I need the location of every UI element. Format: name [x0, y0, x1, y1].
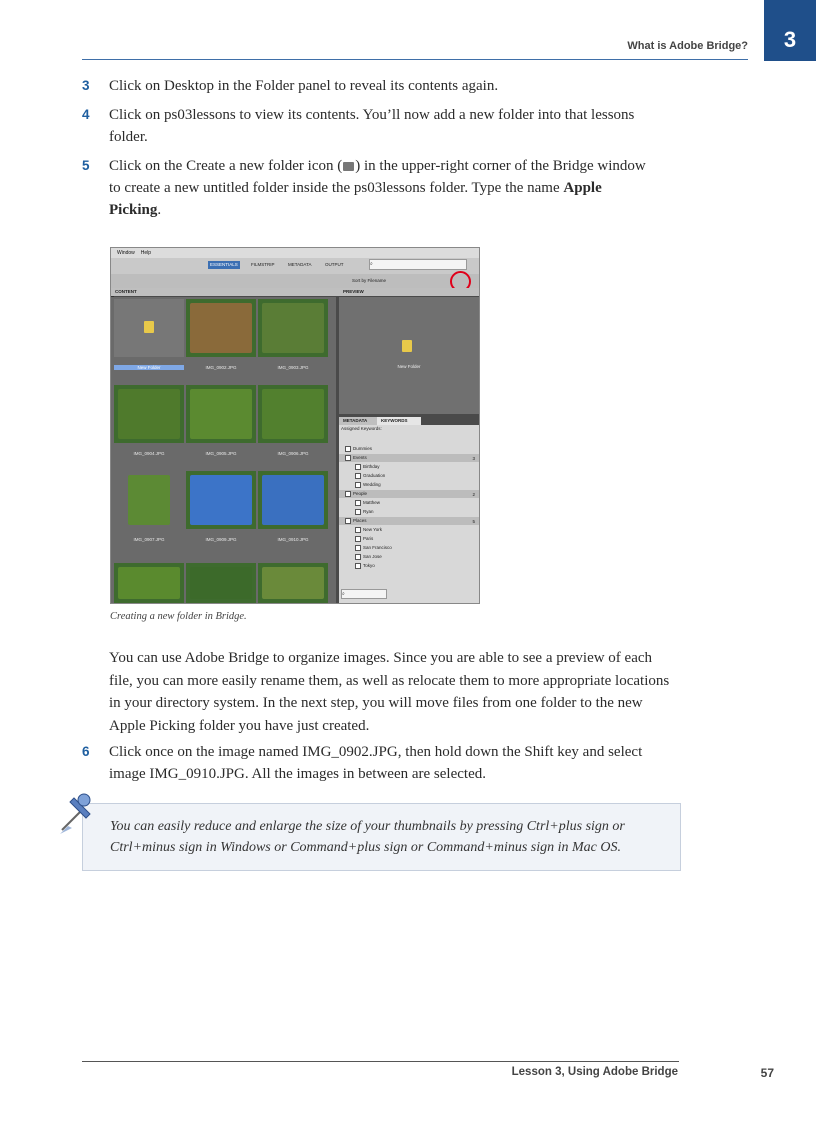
photo: [118, 389, 180, 439]
sort-toolbar: [111, 274, 479, 288]
checkbox[interactable]: [345, 518, 351, 524]
keyword-label: Graduation: [363, 473, 386, 478]
thumbnail-label: IMG_0903.JPG: [277, 365, 309, 370]
keyword-group[interactable]: [345, 454, 367, 462]
photo: [262, 303, 324, 353]
step-text: Click once on the image named IMG_0902.JPG, then hold down the Shift key and select image IMG_0910.JPG. All the images in between are selected.: [109, 744, 643, 782]
thumbnail[interactable]: [258, 299, 328, 357]
thumbnail[interactable]: [186, 385, 256, 443]
thumbnail-label: IMG_0909.JPG: [205, 537, 237, 542]
thumbnail[interactable]: [114, 385, 184, 443]
photo: [262, 567, 324, 599]
chapter-tab: 3: [764, 0, 816, 61]
keyword-item[interactable]: [355, 562, 375, 570]
keyword-item[interactable]: [355, 553, 382, 561]
menu-bar: [111, 248, 479, 258]
keyword-label: Birthday: [363, 464, 380, 469]
keyword-search-input[interactable]: ⌕: [341, 589, 387, 599]
keyword-label: Places: [353, 518, 367, 523]
thumbnail[interactable]: [114, 299, 184, 357]
keyword-label: Ryan: [363, 509, 374, 514]
header-rule: [82, 59, 748, 60]
keyword-count: 2: [472, 492, 475, 497]
photo: [262, 389, 324, 439]
footer-rule: [82, 1061, 679, 1062]
thumbnail-label: IMG_0905.JPG: [205, 451, 237, 456]
photo: [190, 567, 252, 599]
workspace-essentials[interactable]: ESSENTIALS: [210, 262, 238, 267]
keyword-item[interactable]: [355, 544, 392, 552]
keyword-item[interactable]: [355, 508, 374, 516]
step-number: 4: [82, 107, 90, 122]
page-number: 57: [760, 1066, 774, 1080]
preview-panel-header: PREVIEW: [339, 288, 480, 296]
keyword-label: San Francisco: [363, 545, 392, 550]
preview-folder-label: New Folder: [397, 364, 421, 369]
keyword-label: Matthew: [363, 500, 381, 505]
photo: [128, 475, 170, 525]
checkbox[interactable]: [355, 509, 361, 515]
step-text-part: ) in the upper-right corner of the Bridge window to create a new untitled folder inside the ps03lessons folder. Type the name: [109, 158, 646, 196]
keyword-count: 5: [472, 519, 475, 524]
preview-panel: [339, 297, 479, 414]
thumbnail-label: IMG_0910.JPG: [277, 537, 309, 542]
pushpin-icon: [58, 790, 100, 836]
workspace-filmstrip[interactable]: FILMSTRIP: [251, 262, 275, 267]
step-number: 3: [82, 78, 90, 93]
step-text: [109, 155, 652, 221]
keyword-group[interactable]: [345, 490, 367, 498]
thumbnail[interactable]: [114, 471, 184, 529]
workspace-output[interactable]: OUTPUT: [325, 262, 344, 267]
tip-box: [82, 803, 681, 871]
step-text-part: Click on the Create a new folder icon (: [109, 158, 343, 174]
step-5: [82, 155, 652, 221]
photo: [190, 303, 252, 353]
footer-lesson: Lesson 3, Using Adobe Bridge: [511, 1066, 678, 1078]
folder-icon: [402, 340, 412, 352]
thumbnail[interactable]: [186, 563, 256, 603]
checkbox[interactable]: [345, 491, 351, 497]
body-paragraph: You can use Adobe Bridge to organize images. Since you are able to see a preview of each file, you can more easily rename them, as well as relocate them to more appropriate locations in your directory system. In the next step, you will move files from one folder to the new Apple Picking folder you have just created.: [109, 650, 670, 734]
step-3: [82, 75, 652, 97]
search-input[interactable]: ⌕: [369, 259, 467, 270]
bridge-screenshot: [110, 247, 480, 604]
keyword-label: Dummies: [353, 446, 373, 451]
keyword-item[interactable]: [345, 445, 372, 453]
keyword-label: Events: [353, 455, 367, 460]
step-6: [82, 741, 652, 785]
content-panel-header: CONTENT: [111, 288, 340, 296]
menu-help[interactable]: Help: [140, 250, 152, 256]
tip-text: You can easily reduce and enlarge the size of your thumbnails by pressing Ctrl+plus sign or Ctrl+minus sign in Windows or Command+plus sign or Command+minus sign in Mac OS.: [110, 819, 625, 855]
folder-icon: [144, 321, 154, 333]
thumbnail[interactable]: [258, 471, 328, 529]
workspace-metadata[interactable]: METADATA: [288, 262, 312, 267]
checkbox[interactable]: [355, 536, 361, 542]
menu-window[interactable]: Window: [117, 250, 135, 256]
keyword-label: New York: [363, 527, 383, 532]
thumbnail-label: IMG_0906.JPG: [277, 451, 309, 456]
checkbox[interactable]: [355, 545, 361, 551]
thumbnail-label: IMG_0904.JPG: [133, 451, 165, 456]
photo: [262, 475, 324, 525]
step-text: Click on ps03lessons to view its contents. You’ll now add a new folder into that lessons folder.: [109, 107, 635, 145]
step-number: 5: [82, 158, 90, 173]
checkbox[interactable]: [355, 563, 361, 569]
new-folder-icon: [343, 162, 354, 171]
thumbnail-label: New Folder: [114, 365, 184, 370]
photo: [190, 389, 252, 439]
thumbnail-label: IMG_0907.JPG: [133, 537, 165, 542]
keyword-label: Wedding: [363, 482, 381, 487]
checkbox[interactable]: [345, 455, 351, 461]
content-panel: [111, 297, 336, 603]
checkbox[interactable]: [355, 473, 361, 479]
tab-keywords[interactable]: KEYWORDS: [377, 417, 421, 425]
keyword-label: People: [353, 491, 368, 496]
checkbox[interactable]: [355, 527, 361, 533]
keyword-label: Tokyo: [363, 563, 375, 568]
thumbnail-label: IMG_0902.JPG: [205, 365, 237, 370]
figure-caption: Creating a new folder in Bridge.: [110, 611, 247, 622]
photo: [118, 567, 180, 599]
thumbnail[interactable]: [258, 563, 328, 603]
step-number: 6: [82, 744, 90, 759]
keyword-item[interactable]: [355, 481, 381, 489]
folder-name: Apple Picking: [109, 180, 602, 218]
header-title: What is Adobe Bridge?: [627, 40, 748, 52]
keyword-item[interactable]: [355, 472, 385, 480]
thumbnail[interactable]: [258, 385, 328, 443]
assigned-keywords-label: Assigned Keywords:: [341, 426, 382, 431]
thumbnail[interactable]: [186, 471, 256, 529]
checkbox[interactable]: [355, 482, 361, 488]
keyword-count: 3: [472, 456, 475, 461]
keyword-label: San Jose: [363, 554, 382, 559]
keyword-item[interactable]: [355, 535, 373, 543]
sort-by-button[interactable]: Sort by Filename: [352, 278, 387, 283]
thumbnail[interactable]: [186, 299, 256, 357]
checkbox[interactable]: [345, 446, 351, 452]
keyword-item[interactable]: [355, 463, 380, 471]
checkbox[interactable]: [355, 554, 361, 560]
keyword-item[interactable]: [355, 499, 380, 507]
keyword-label: Paris: [363, 536, 374, 541]
checkbox[interactable]: [355, 500, 361, 506]
keywords-panel: [339, 425, 479, 603]
checkbox[interactable]: [355, 464, 361, 470]
photo: [190, 475, 252, 525]
step-text-part: .: [157, 202, 162, 218]
keyword-group[interactable]: [345, 517, 367, 525]
tab-metadata[interactable]: METADATA: [339, 417, 379, 425]
step-text: Click on Desktop in the Folder panel to reveal its contents again.: [109, 78, 499, 94]
thumbnail[interactable]: [114, 563, 184, 603]
step-4: [82, 104, 652, 148]
keyword-item[interactable]: [355, 526, 382, 534]
